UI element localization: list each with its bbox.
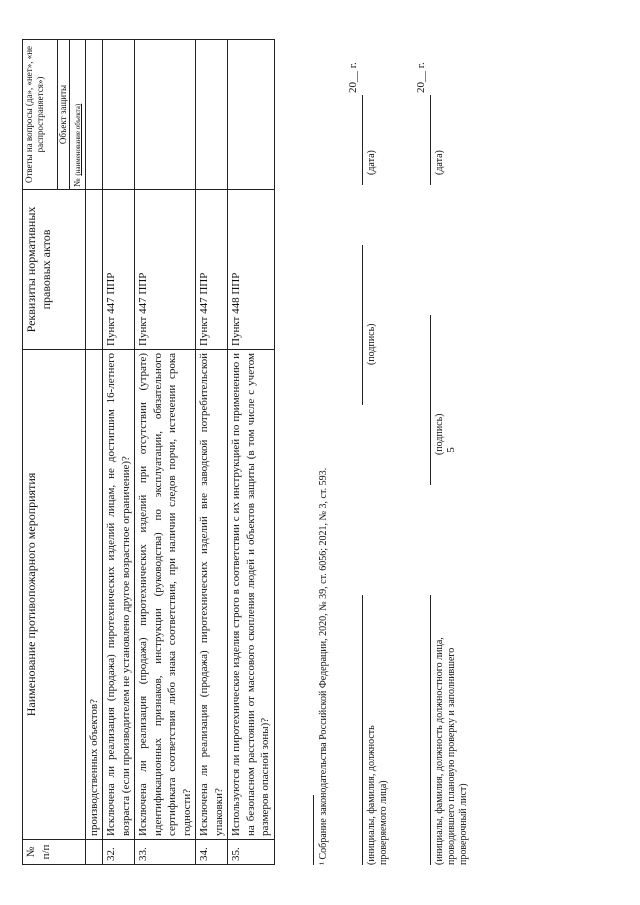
- row-ref: Пункт 448 ППР: [228, 190, 275, 350]
- signer-caption: (инициалы, фамилия, должность проверяемого лица): [366, 725, 389, 865]
- row-text: Исключена ли реализация (продажа) пиротехнических изделий вне заводской потребительской упаковки?: [196, 350, 228, 840]
- header-number: № п/п: [23, 840, 86, 865]
- row-ref: Пункт 447 ППР: [103, 190, 135, 350]
- row-answer: [228, 40, 275, 190]
- header-object-no: №: [72, 178, 82, 187]
- table-row: [103, 40, 135, 865]
- table-row: [85, 40, 103, 865]
- date-line: [362, 95, 363, 185]
- header-object-name: (наименование объекта): [74, 103, 82, 176]
- header-requisites: Реквизиты нормативных правовых актов: [23, 190, 86, 350]
- row-answer: [85, 40, 103, 190]
- signature-line: [430, 595, 431, 865]
- header-name: Наименование противопожарного мероприятия: [23, 350, 86, 840]
- row-number: [85, 840, 103, 865]
- row-number: 32.: [103, 840, 135, 865]
- table-row: [196, 40, 228, 865]
- row-ref: Пункт 447 ППР: [196, 190, 228, 350]
- checklist-table: [22, 39, 275, 865]
- sign-caption: (подпись): [434, 413, 445, 455]
- year: 20__ г.: [347, 62, 359, 93]
- date-caption: (дата): [434, 150, 445, 175]
- row-text: Используются ли пиротехнические изделия строго в соответствии с их инструкцией по применению и на безопасном расстоянии от массового скопления людей и объектов защиты (в том числе с учетом размеров опасной зоны)?: [228, 350, 275, 840]
- year: 20__ г.: [415, 62, 427, 93]
- row-number: 35.: [228, 840, 275, 865]
- row-ref: Пункт 447 ППР: [135, 190, 196, 350]
- signer-caption: (инициалы, фамилия, должность должностного лица, проводившего плановую проверку и заполнившего проверочный лист): [434, 637, 469, 865]
- row-text: Исключена ли реализация (продажа) пиротехнических изделий при отсутствии (утрате) идентификационных признаков, инструкции (руководства) по эксплуатации, обязательного сертификата соответствия либо знака соответствия, при наличии следов порчи, истечении срока годности?: [135, 350, 196, 840]
- row-number: 33.: [135, 840, 196, 865]
- table-row: [228, 40, 275, 865]
- table-header-row: [23, 40, 58, 865]
- header-object: Объект защиты: [58, 40, 70, 190]
- row-answer: [103, 40, 135, 190]
- footnote-rule: [313, 795, 314, 865]
- row-text: Исключена ли реализация (продажа) пиротехнических изделий лицам, не достигшим 16-летнего возраста (если производителем не установлено другое возрастное ограничение)?: [103, 350, 135, 840]
- footnote: ¹ Собрание законодательства Российской Федерации, 2020, № 39, ст. 6056; 2021, № 3, ст. 593.: [318, 467, 329, 865]
- row-number: 34.: [196, 840, 228, 865]
- page-number: 5: [445, 447, 457, 453]
- table-row: [135, 40, 196, 865]
- row-ref: [85, 190, 103, 350]
- header-object-cell: [70, 40, 86, 190]
- sign-caption: (подпись): [366, 323, 377, 365]
- date-line: [430, 95, 431, 185]
- date-caption: (дата): [366, 150, 377, 175]
- header-answers: Ответы на вопросы (да», «нет», «не распространяется»): [23, 40, 58, 190]
- signature-line: [430, 315, 431, 485]
- row-answer: [135, 40, 196, 190]
- row-text: производственных объектов?: [85, 350, 103, 840]
- signature-line: [362, 245, 363, 405]
- row-answer: [196, 40, 228, 190]
- signature-line: [362, 595, 363, 865]
